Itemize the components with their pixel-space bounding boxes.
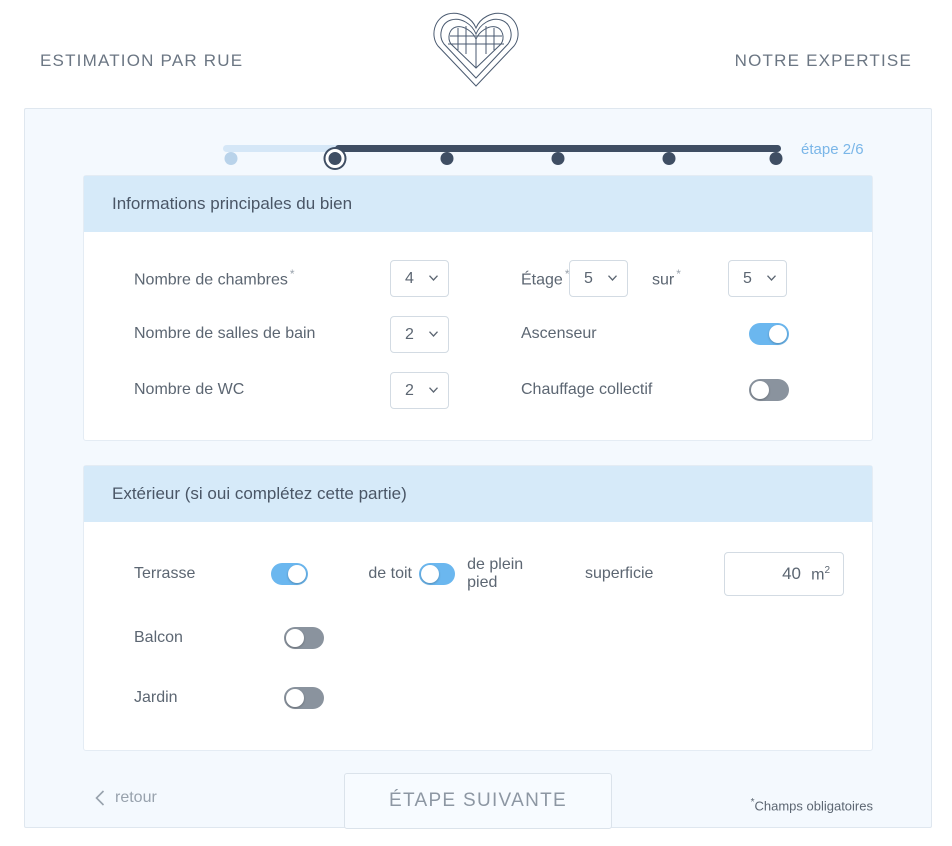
toggle-terrasse[interactable] <box>271 563 308 585</box>
nav-link-notre-expertise[interactable]: NOTRE EXPERTISE <box>734 51 912 70</box>
step-dot-4[interactable] <box>552 152 565 165</box>
nav-link-estimation-par-rue[interactable]: ESTIMATION PAR RUE <box>40 51 244 70</box>
back-link-label: retour <box>115 789 157 806</box>
progress-fill <box>335 145 781 152</box>
toggle-chauffage-collectif[interactable] <box>749 379 789 401</box>
toggle-knob <box>286 689 304 707</box>
toggle-jardin[interactable] <box>284 687 324 709</box>
label-chauffage-collectif: Chauffage collectif <box>521 381 653 398</box>
section-informations-principales <box>83 175 873 441</box>
step-dot-3[interactable] <box>441 152 454 165</box>
input-superficie[interactable] <box>724 552 844 596</box>
required-star-sur: * <box>676 266 681 281</box>
section-exterieur <box>83 465 873 751</box>
step-dot-2-current[interactable] <box>326 149 345 168</box>
select-sur[interactable] <box>728 260 787 297</box>
label-nombre-de-chambres: Nombre de chambres * <box>134 266 295 289</box>
label-etage: Étage * <box>521 266 570 289</box>
label-de-plein-pied: de plein pied <box>467 556 524 591</box>
form-footer <box>25 751 931 846</box>
label-ascenseur: Ascenseur <box>521 325 597 342</box>
row-terrasse <box>112 540 844 608</box>
select-salles-de-bain-wrapper[interactable] <box>390 316 449 353</box>
mandatory-fields-note: *Champs obligatoires <box>750 797 873 814</box>
label-terrasse: Terrasse <box>134 565 196 582</box>
superficie-input-wrapper[interactable] <box>724 552 844 596</box>
toggle-knob <box>288 565 306 583</box>
step-dot-5[interactable] <box>663 152 676 165</box>
section-title-exterieur: Extérieur (si oui complétez cette partie) <box>84 466 872 522</box>
step-dot-6[interactable] <box>770 152 783 165</box>
section-title-informations: Informations principales du bien <box>84 176 872 232</box>
heart-house-logo <box>428 6 524 90</box>
toggle-ascenseur[interactable] <box>749 323 789 345</box>
form-card <box>24 108 932 828</box>
select-nombre-de-salles-de-bain[interactable] <box>390 316 449 353</box>
select-sur-wrapper[interactable] <box>728 260 787 297</box>
toggle-knob <box>751 381 769 399</box>
select-nombre-de-chambres[interactable] <box>390 260 449 297</box>
site-header <box>0 0 952 96</box>
label-sur: sur * <box>652 266 681 289</box>
toggle-knob <box>769 325 787 343</box>
superficie-unit-label: $m^2$ <box>811 565 830 584</box>
row-jardin <box>112 668 844 728</box>
label-jardin: Jardin <box>134 689 178 706</box>
select-etage-wrapper[interactable] <box>569 260 628 297</box>
toggle-knob <box>286 629 304 647</box>
row-balcon <box>112 608 844 668</box>
label-nombre-salles-de-bain: Nombre de salles de bain <box>134 325 316 342</box>
progress-stepper <box>25 135 931 175</box>
required-star-chambres: * <box>289 266 295 281</box>
step-counter-label: étape 2/6 <box>801 141 864 158</box>
toggle-balcon[interactable] <box>284 627 324 649</box>
row-chambres-etage <box>112 250 844 306</box>
select-etage[interactable] <box>569 260 628 297</box>
back-link[interactable] <box>95 789 157 807</box>
next-step-button[interactable]: ÉTAPE SUIVANTE <box>344 773 612 829</box>
select-chambres-wrapper[interactable] <box>390 260 449 297</box>
select-wc-wrapper[interactable] <box>390 372 449 409</box>
label-de-toit: de toit <box>368 565 412 583</box>
select-nombre-de-wc[interactable] <box>390 372 449 409</box>
row-wc-chauffage <box>112 362 844 418</box>
row-salles-de-bain-ascenseur <box>112 306 844 362</box>
label-superficie: superficie <box>584 565 654 582</box>
step-dot-1[interactable] <box>225 152 238 165</box>
toggle-terrasse-type[interactable] <box>419 563 456 585</box>
chevron-left-icon <box>95 790 105 806</box>
label-nombre-de-wc: Nombre de WC <box>134 381 245 398</box>
required-star-etage: * <box>564 266 570 281</box>
progress-track <box>223 145 781 152</box>
toggle-knob <box>421 565 439 583</box>
label-balcon: Balcon <box>134 629 183 646</box>
